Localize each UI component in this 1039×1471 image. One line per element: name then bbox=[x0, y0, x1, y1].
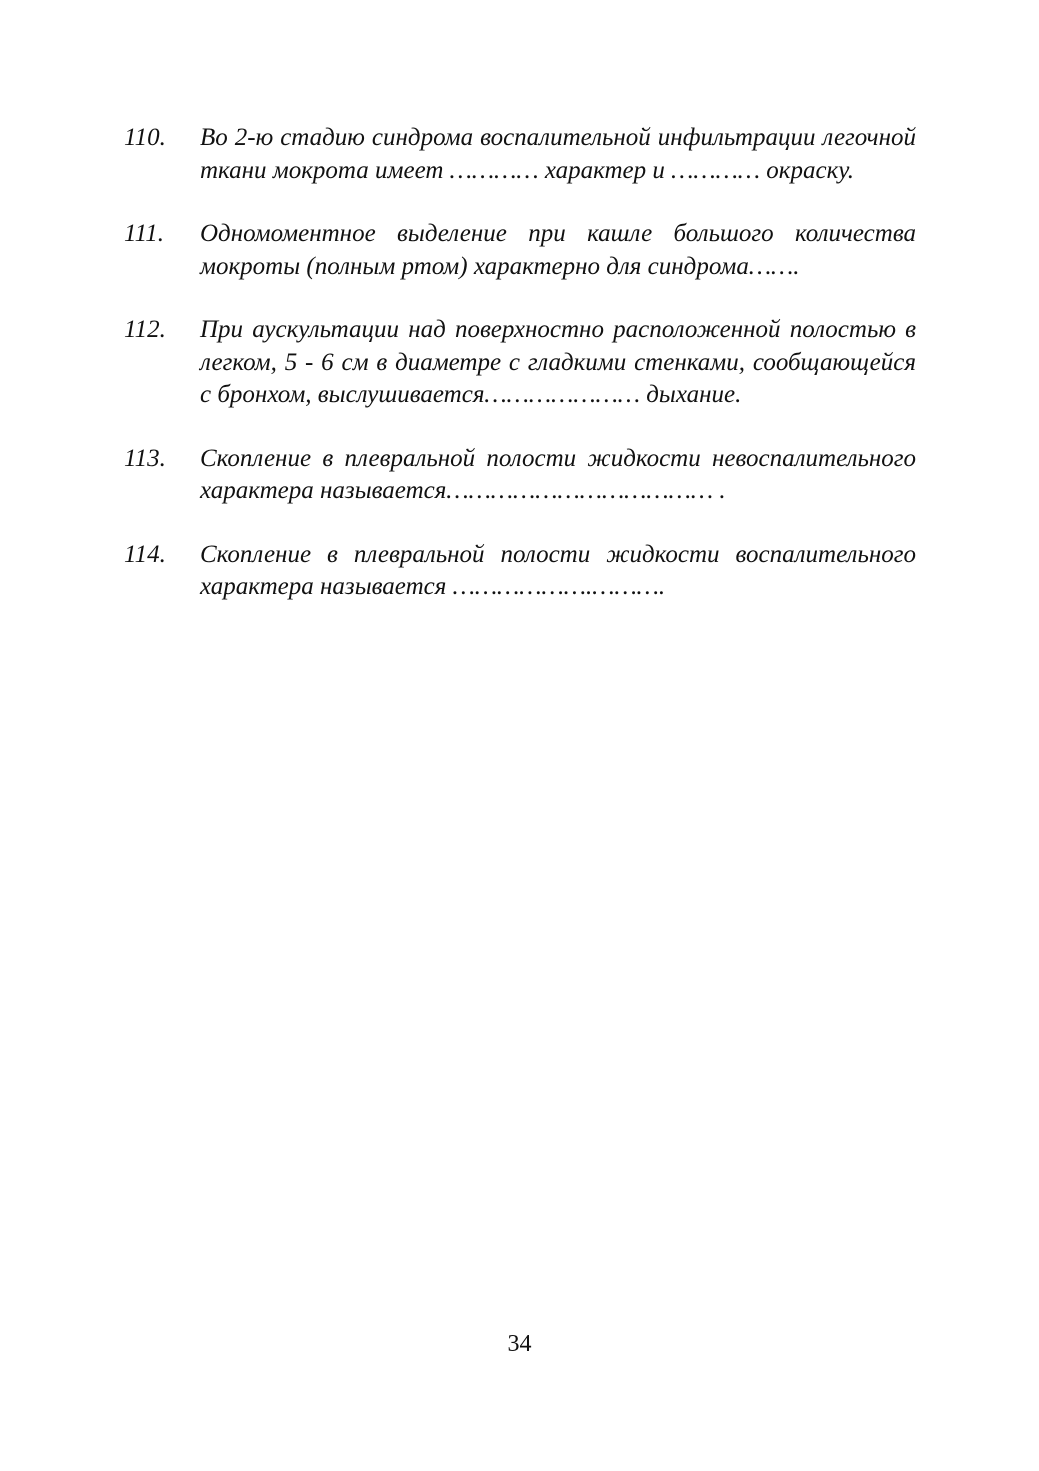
question-number: 114. bbox=[124, 540, 166, 568]
question-number: 111. bbox=[124, 220, 165, 247]
question-item bbox=[124, 539, 916, 604]
question-number: 112. bbox=[124, 316, 166, 343]
question-text: Скопление в плевральной полости жидкости невоспалительного характера называется……………………………… . bbox=[200, 444, 916, 504]
question-text: Одномоментное выделение при кашле большого количества мокроты (полным ртом) характерно для синдрома……. bbox=[200, 220, 916, 280]
question-number: 113. bbox=[124, 444, 166, 472]
question-item bbox=[124, 314, 916, 412]
question-item bbox=[124, 443, 916, 508]
question-item bbox=[124, 122, 916, 187]
question-text: Скопление в плевральной полости жидкости воспалительного характера называется ……………….………. bbox=[200, 540, 916, 600]
question-text: При аускультации над поверхностно расположенной полостью в легком, 5 - 6 см в диаметре с гладкими стенками, сообщающейся с бронхом, выслушивается………………… дыхание. bbox=[200, 316, 916, 408]
question-list bbox=[124, 122, 916, 635]
question-number: 110. bbox=[124, 124, 166, 151]
question-item bbox=[124, 218, 916, 283]
question-text: Во 2-ю стадию синдрома воспалительной инфильтрации легочной ткани мокрота имеет ………… характер и ………… окраску. bbox=[200, 124, 916, 184]
page-number: 34 bbox=[507, 1331, 532, 1357]
